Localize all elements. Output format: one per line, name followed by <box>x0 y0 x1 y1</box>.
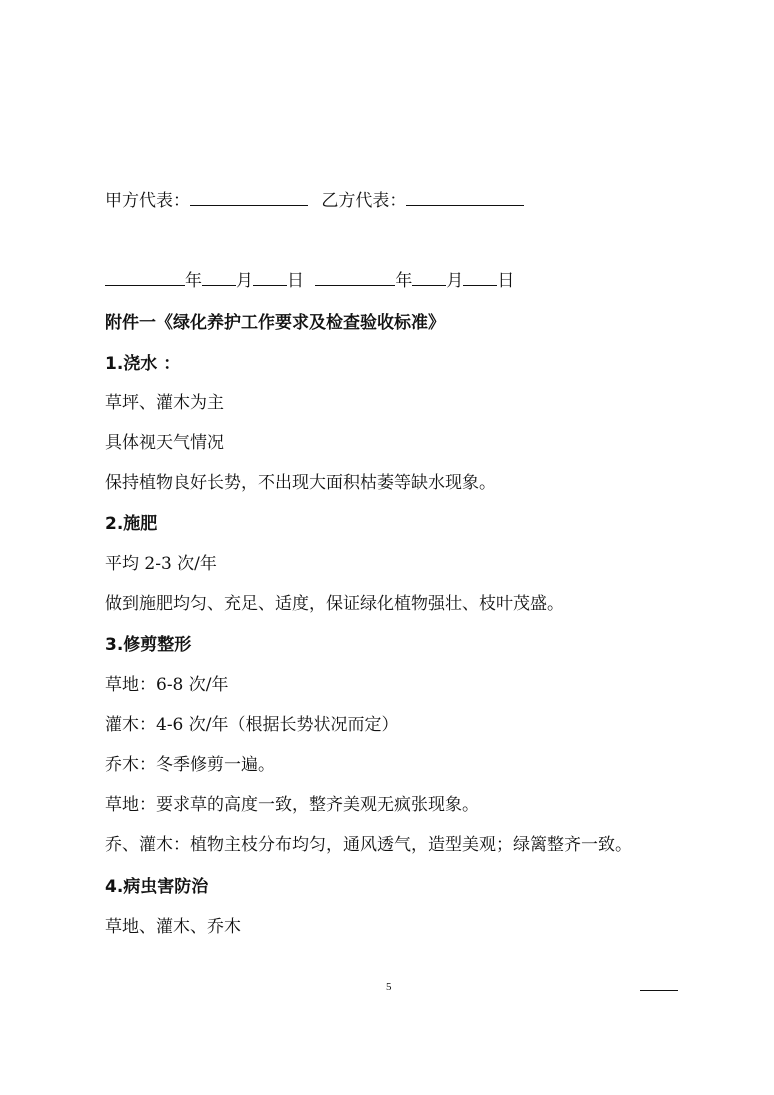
section-heading-pruning: 3.修剪整形 <box>105 635 192 655</box>
signature-row <box>105 187 524 213</box>
section-line: 乔木：冬季修剪一遍。 <box>105 755 275 775</box>
page-number: 5 <box>386 981 392 993</box>
date-b-year: 年 <box>395 271 413 291</box>
section-line: 乔、灌木：植物主枝分布均匀，通风透气，造型美观；绿篱整齐一致。 <box>105 835 632 855</box>
date-a-month-blank <box>202 267 236 286</box>
section-line: 具体视天气情况 <box>105 433 224 453</box>
section-heading-fertilizing: 2.施肥 <box>105 514 158 534</box>
date-b-year-blank <box>315 267 395 286</box>
section-line: 草地：6-8 次/年 <box>105 675 229 695</box>
section-line: 草地、灌木、乔木 <box>105 917 241 937</box>
date-b-day: 日 <box>497 271 515 291</box>
party-a-label: 甲方代表： <box>105 191 190 211</box>
date-a-day-blank <box>253 267 287 286</box>
attachment-title: 附件一《绿化养护工作要求及检查验收标准》 <box>105 313 445 333</box>
date-a-year-blank <box>105 267 185 286</box>
section-heading-watering: 1.浇水 ： <box>105 354 181 374</box>
footer-rule <box>640 990 678 991</box>
party-a-blank <box>190 187 308 206</box>
date-a-year: 年 <box>185 271 202 291</box>
date-a-day: 日 <box>287 271 304 291</box>
date-b-day-blank <box>463 267 497 286</box>
section-line: 草地：要求草的高度一致，整齐美观无疯张现象。 <box>105 795 479 815</box>
section-heading-pest-control: 4.病虫害防治 <box>105 877 209 897</box>
section-line: 平均 2-3 次/年 <box>105 554 217 574</box>
party-b-blank <box>406 187 524 206</box>
section-line: 保持植物良好长势，不出现大面积枯萎等缺水现象。 <box>105 473 496 493</box>
section-line: 灌木：4-6 次/年（根据长势状况而定） <box>105 715 399 735</box>
section-line: 草坪、灌木为主 <box>105 393 224 413</box>
date-a-month: 月 <box>236 271 253 291</box>
date-b-month-blank <box>412 267 446 286</box>
date-b-month: 月 <box>446 271 464 291</box>
date-row <box>105 267 514 293</box>
party-b-label: 乙方代表： <box>321 191 407 211</box>
section-line: 做到施肥均匀、充足、适度，保证绿化植物强壮、枝叶茂盛。 <box>105 594 564 614</box>
